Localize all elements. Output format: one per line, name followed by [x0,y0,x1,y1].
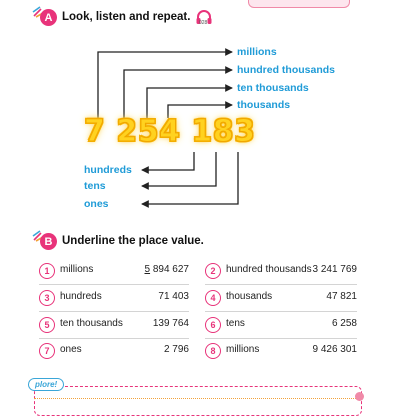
row-divider [39,311,189,312]
exercise-3[interactable] [39,290,189,310]
exercise-4[interactable] [205,290,357,310]
exercise-value[interactable]: 71 403 [158,291,189,302]
label-ones: ones [84,198,109,210]
audio-track-number: 028 [199,20,208,26]
big-number: 7 254 183 [84,114,256,149]
row-divider [205,284,357,285]
exercise-number: 4 [205,290,221,306]
exercise-value[interactable] [145,264,190,275]
row-divider [39,284,189,285]
exercise-label: thousands [226,291,273,302]
exercise-number: 8 [205,343,221,359]
exercise-value[interactable]: 9 426 301 [312,344,357,355]
underlined-digit: 5 [144,264,151,275]
exercise-1[interactable] [39,263,189,283]
exercise-number: 6 [205,317,221,333]
row-divider [205,311,357,312]
explore-box [34,386,362,416]
connector-millions [98,52,232,118]
exercise-label: ten thousands [60,318,123,329]
exercise-number: 5 [39,317,55,333]
connector-hundred-thousands [124,70,232,118]
section-a-badge: A [40,9,57,26]
label-thousands: thousands [237,99,291,111]
row-divider [205,338,357,339]
exercise-5[interactable] [39,317,189,337]
connector-ones [142,152,238,204]
exercise-value[interactable]: 6 258 [331,318,357,329]
exercise-number: 3 [39,290,55,306]
exercise-label: millions [226,344,260,355]
connector-tens [142,152,216,186]
exercise-label: hundreds [60,291,102,302]
label-ten-thousands: ten thousands [237,82,309,94]
exercise-number: 1 [39,263,55,279]
section-b-badge: B [40,233,57,250]
row-divider [39,338,189,339]
explore-tag: plore! [28,378,64,391]
value-digits: 894 627 [150,264,189,275]
connector-hundreds [142,152,194,170]
label-tens: tens [84,180,106,192]
exercise-value[interactable]: 3 241 769 [312,264,357,275]
label-millions: millions [237,46,277,58]
label-hundred-thousands: hundred thousands [237,64,335,76]
exercise-value[interactable]: 47 821 [326,291,357,302]
section-a-title: Look, listen and repeat. [62,11,191,23]
label-hundreds: hundreds [84,164,132,176]
exercise-8[interactable] [205,343,357,363]
exercise-label: tens [226,318,245,329]
exercise-value[interactable]: 139 764 [152,318,189,329]
section-b-title: Underline the place value. [62,235,204,247]
exercise-label: hundred thousands [226,264,312,275]
exercise-value[interactable]: 2 796 [163,344,189,355]
exercise-2[interactable] [205,263,357,283]
exercise-label: ones [60,344,82,355]
exercise-7[interactable] [39,343,189,363]
exercise-label: millions [60,264,94,275]
exercise-number: 7 [39,343,55,359]
exercise-6[interactable] [205,317,357,337]
exercise-number: 2 [205,263,221,279]
